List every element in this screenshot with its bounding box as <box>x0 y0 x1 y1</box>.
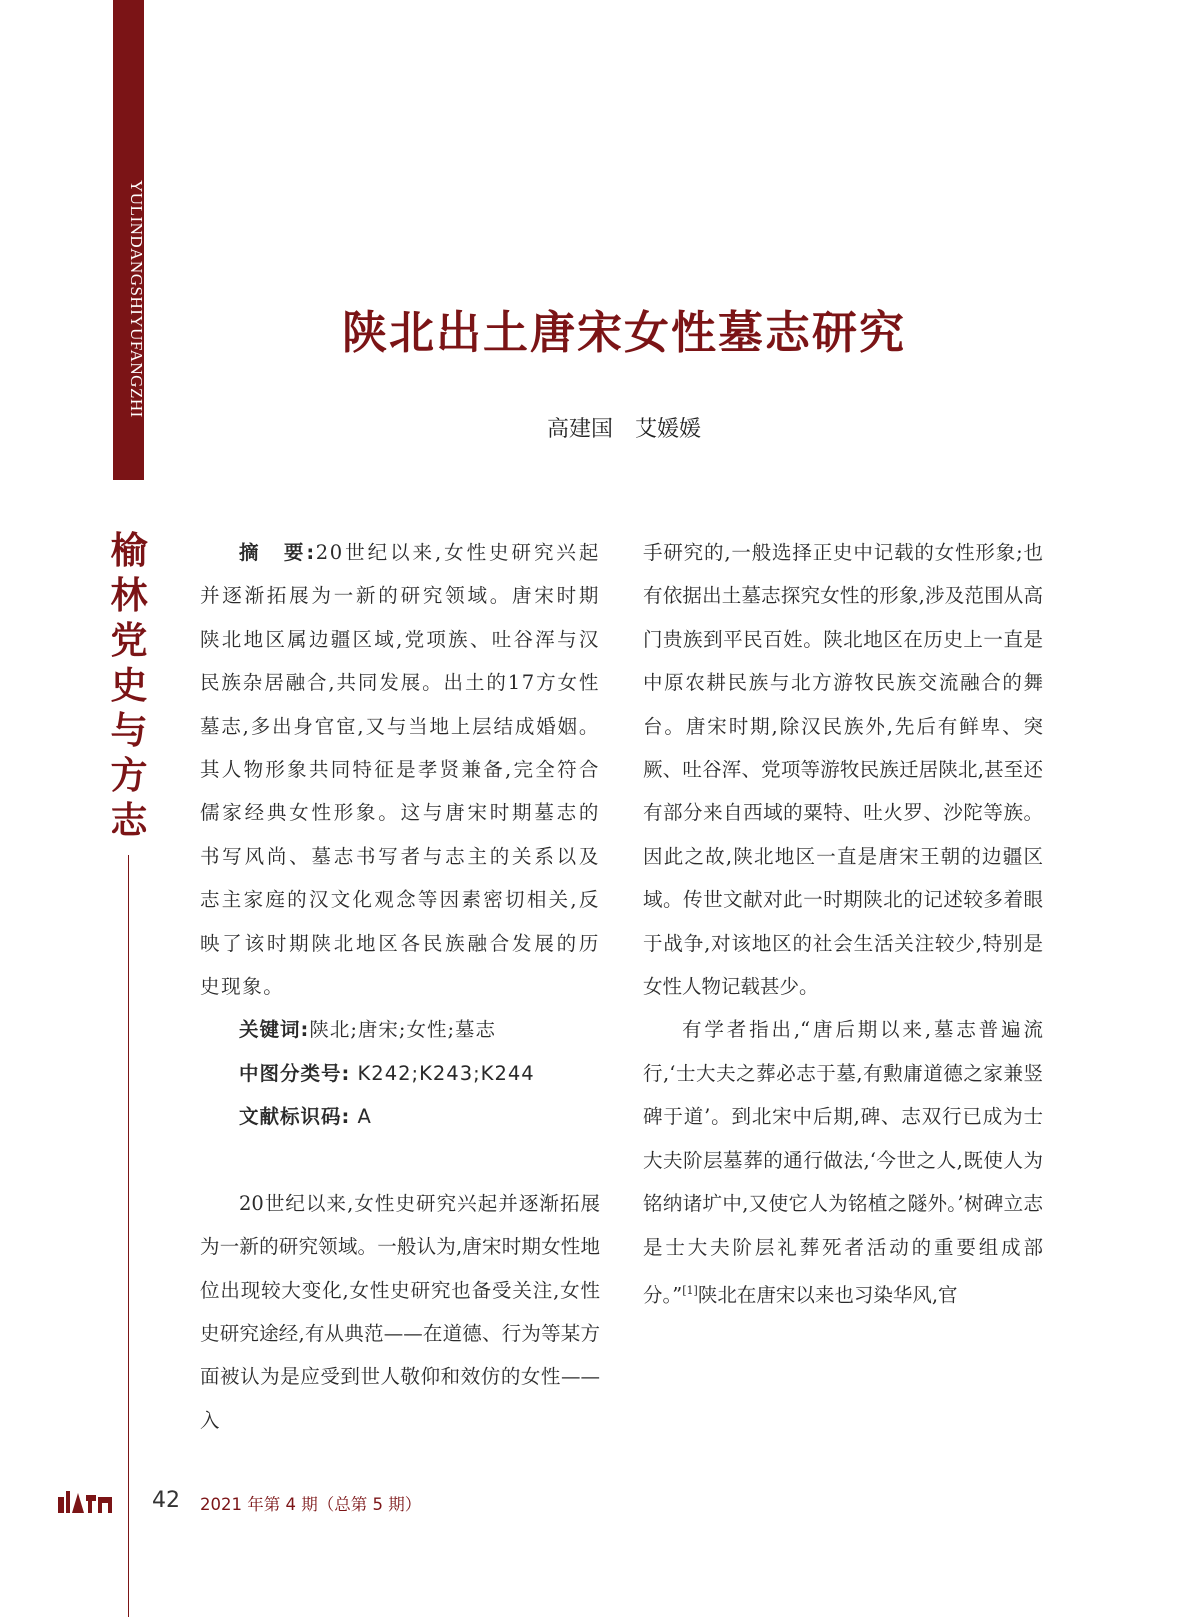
page-number: 42 <box>152 1488 180 1513</box>
article-title: 陕北出土唐宋女性墓志研究 <box>341 306 906 359</box>
doc-code-label: 文献标识码: <box>239 1105 351 1129</box>
journal-logo-icon <box>56 1487 114 1515</box>
journal-name-char: 方 <box>110 753 148 797</box>
journal-name-char: 榆 <box>110 528 148 572</box>
author-name: 艾媛媛 <box>635 417 702 442</box>
clc-text: K242;K243;K244 <box>350 1061 535 1085</box>
body-paragraph: 手研究的,一般选择正史中记载的女性形象;也有依据出土墓志探究女性的形象,涉及范围从高门贵族到平民百姓。陕北地区在历史上一直是中原农耕民族与北方游牧民族交流融合的舞台。唐宋时期,除汉民族外,先后有鲜卑、突厥、吐谷浑、党项等游牧民族迁居陕北,甚至还有部分来自西域的粟特、吐火罗、沙陀等族。因此之故,陕北地区一直是唐宋王朝的边疆区域。传世文献对此一时期陕北的记述较多着眼于战争,对该地区的社会生活关注较少,特别是女性人物记载甚少。 <box>643 541 1043 999</box>
abstract-text: 20世纪以来,女性史研究兴起并逐渐拓展为一新的研究领域。唐宋时期陕北地区属边疆区域,党项族、吐谷浑与汉民族杂居融合,共同发展。出土的17方女性墓志,多出身官宦,又与当地上层结成婚姻。其人物形象共同特征是孝贤兼备,完全符合儒家经典女性形象。这与唐宋时期墓志的书写风尚、墓志书写者与志主的关系以及志主家庭的汉文化观念等因素密切相关,反映了该时期陕北地区各民族融合发展的历史现象。 <box>200 541 600 999</box>
body-paragraph: 20世纪以来,女性史研究兴起并逐渐拓展为一新的研究领域。一般认为,唐宋时期女性地位出现较大变化,女性史研究也备受关注,女性史研究途经,有从典范——在道德、行为等某方面被认为是应受到世人敬仰和效仿的女性——入 <box>200 1191 600 1432</box>
journal-pinyin-label: YULINDANGSHIYUFANGZHI <box>127 180 146 418</box>
body-paragraph <box>643 1008 1043 1316</box>
journal-name-char: 志 <box>110 798 148 842</box>
clc-label: 中图分类号: <box>239 1061 351 1085</box>
abstract-label: 摘 要: <box>239 541 316 564</box>
footnote-ref: [1] <box>682 1283 698 1297</box>
keywords-text: 陕北;唐宋;女性;墓志 <box>309 1018 497 1042</box>
clc-number <box>200 1052 600 1095</box>
right-column <box>643 531 1043 1317</box>
author-name: 高建国 <box>546 417 613 442</box>
journal-name-char: 林 <box>110 573 148 617</box>
journal-name-char: 史 <box>110 663 148 707</box>
journal-name-vertical <box>104 528 154 843</box>
issue-info: 2021 年第 4 期（总第 5 期） <box>200 1495 422 1514</box>
journal-name-char: 党 <box>110 618 148 662</box>
document-code <box>200 1095 600 1138</box>
abstract <box>200 531 600 1008</box>
body-text: 有学者指出,“唐后期以来,墓志普遍流行,‘士大夫之葬必志于墓,有勲庸道德之家兼竖碑于道’。到北宋中后期,碑、志双行已成为士大夫阶层墓葬的通行做法,‘今世之人,既使人为铭纳诸圹中,又使它人为铭植之隧外。’树碑立志是士大夫阶层礼葬死者活动的重要组成部分。” <box>643 1018 1043 1307</box>
author-line <box>0 412 1200 443</box>
margin-rule <box>128 855 129 1617</box>
doc-code-text: A <box>350 1105 372 1129</box>
journal-name-char: 与 <box>110 708 148 752</box>
left-column <box>200 531 600 1442</box>
body-text: 陕北在唐宋以来也习染华风,官 <box>697 1283 958 1307</box>
keywords <box>200 1008 600 1051</box>
keywords-label: 关键词: <box>239 1018 310 1042</box>
